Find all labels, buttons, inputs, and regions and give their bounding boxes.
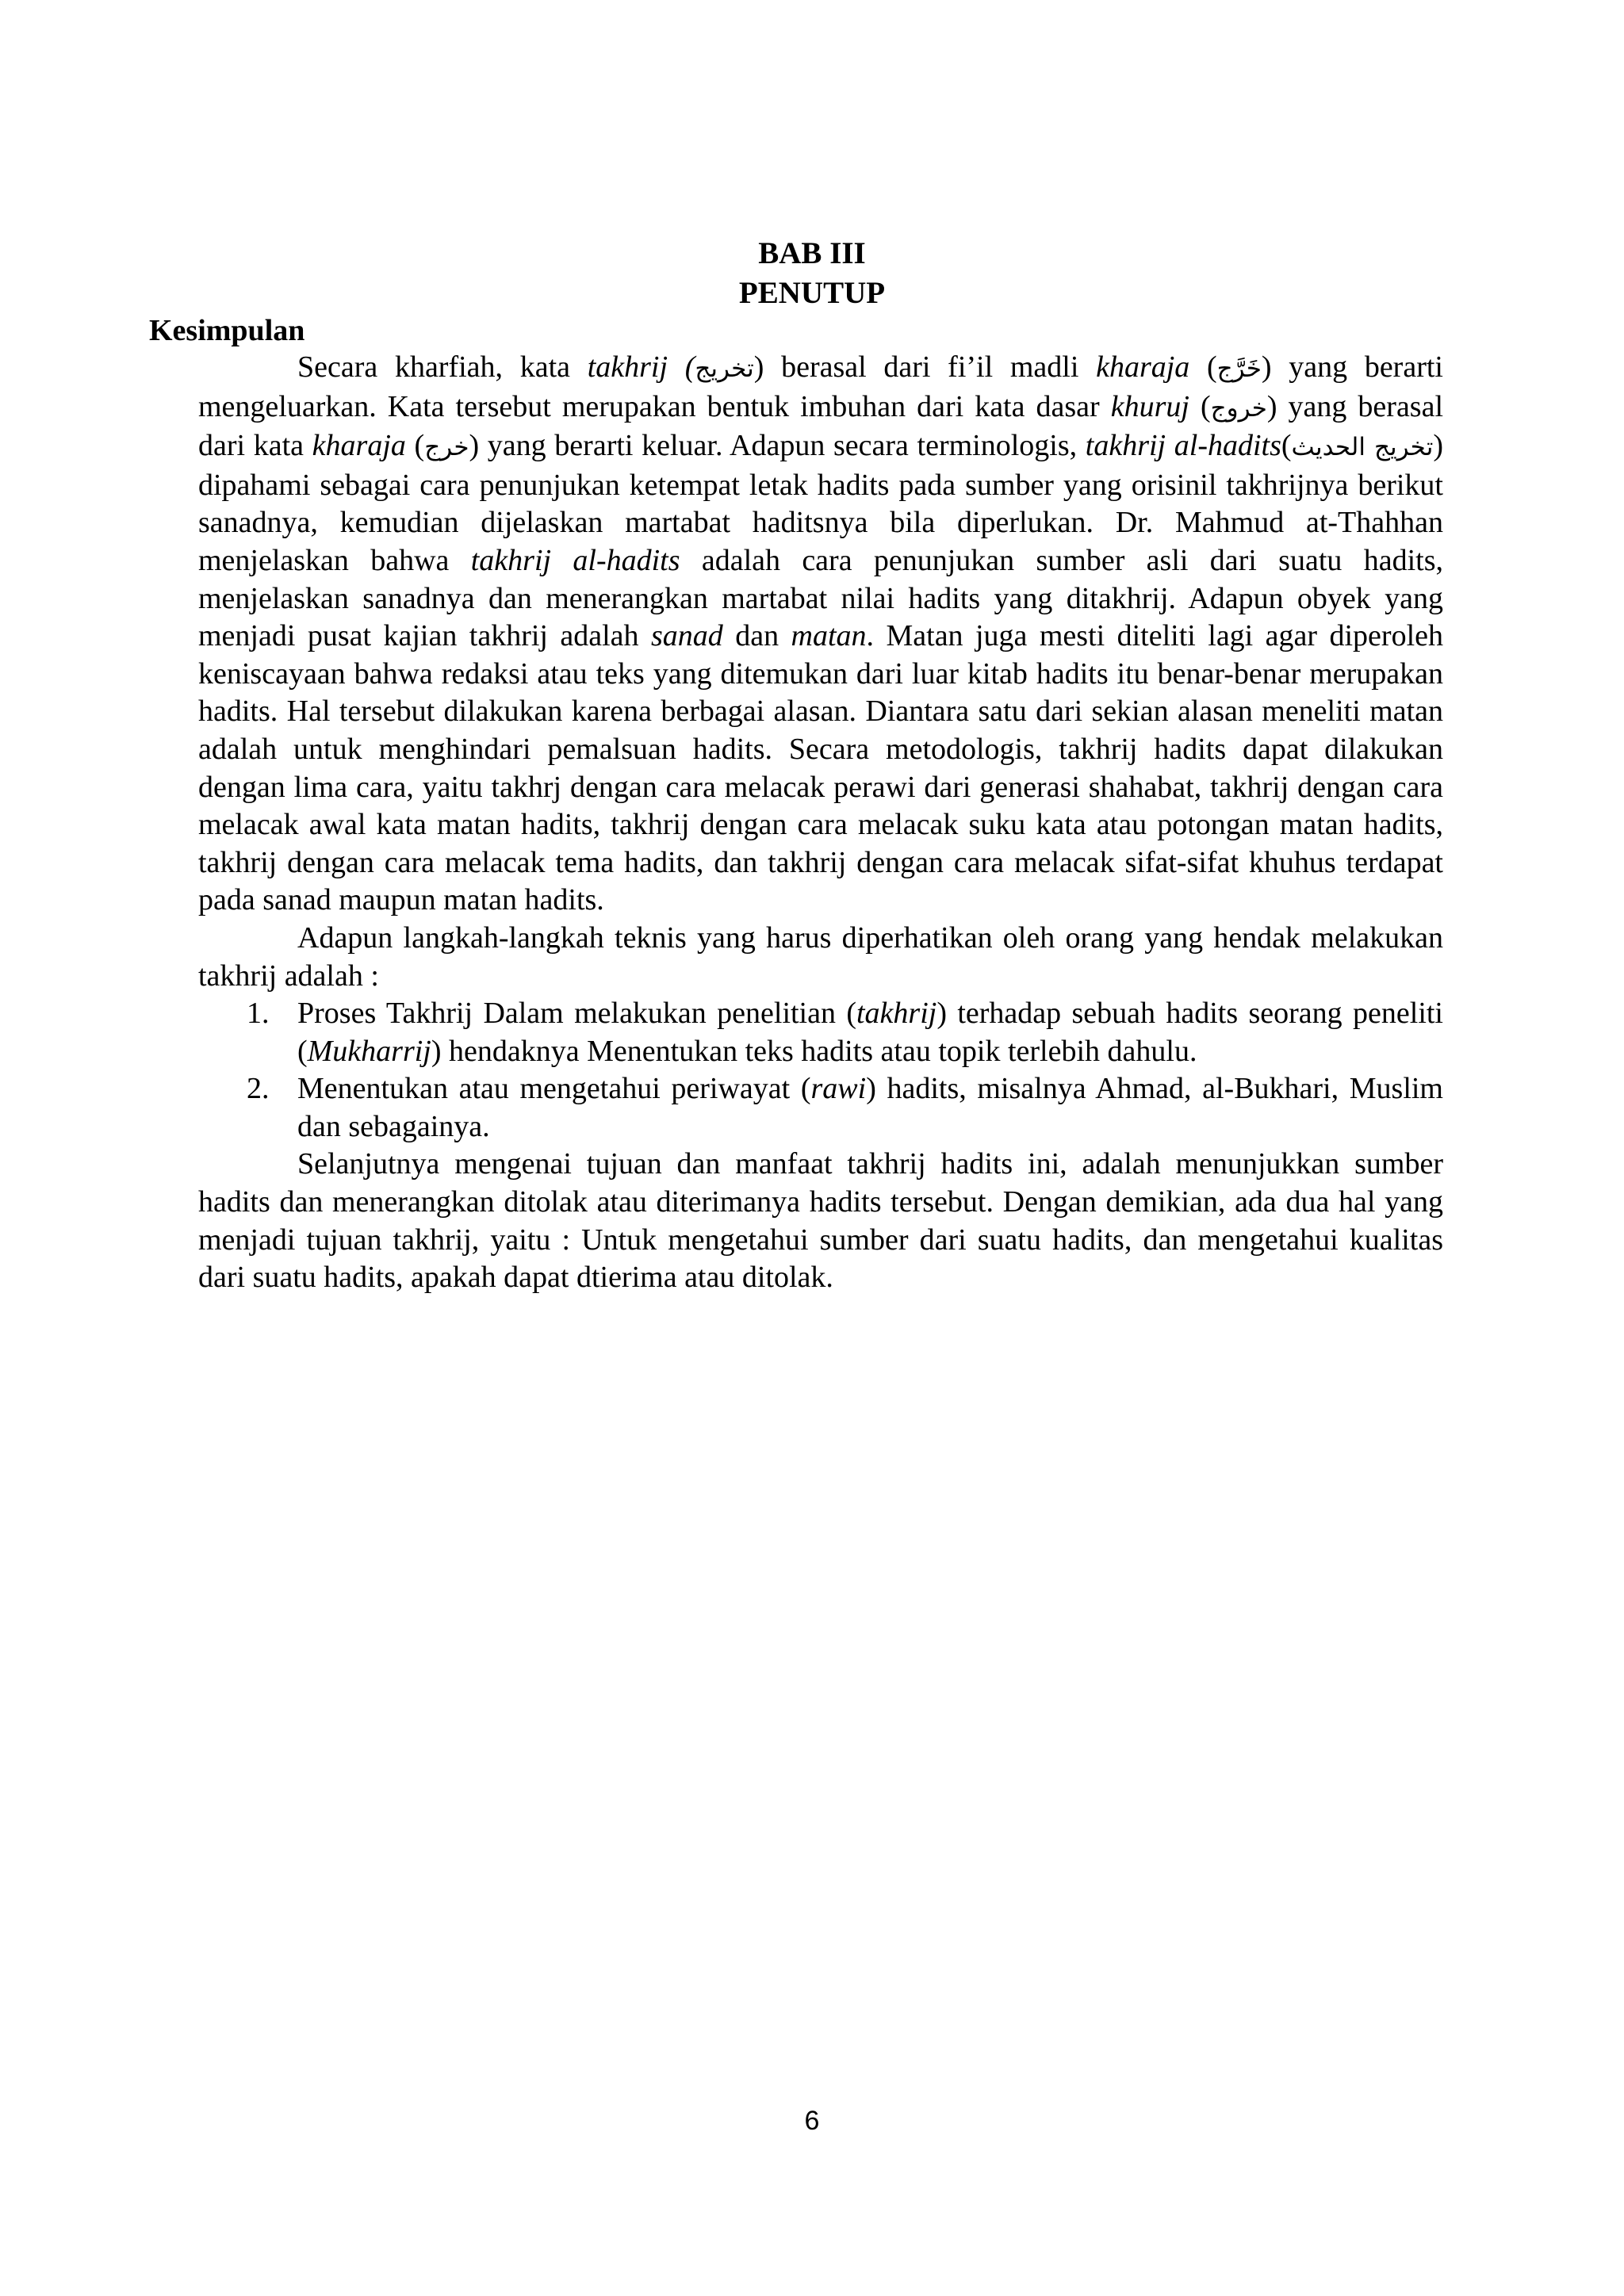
text-run: adalah cara penunjukan sumber asli dari suatu hadits, menjelaskan sanadnya dan menerangkan martabat nilai hadits yang ditakhrij. Adapun obyek yang menjadi pusat kajian takhrij adalah (198, 543, 1443, 653)
term-kharaja: kharaja (1096, 350, 1190, 384)
term-matan: matan (791, 619, 867, 653)
text-run: ( (405, 429, 425, 463)
term-kharaja: kharaja (312, 429, 406, 463)
arabic-term: تخريج الحديث (1291, 433, 1434, 462)
paragraph-purpose: Selanjutnya mengenai tujuan dan manfaat takhrij hadits ini, adalah menunjukkan sumber hadits dan menerangkan ditolak atau diterimanya hadits tersebut. Dengan demikian, ada dua hal yang menjadi tujuan takhrij, yaitu : Untuk mengetahui sumber dari suatu hadits, dan mengetahui kualitas dari suatu hadits, apakah dapat dtierima atau ditolak. (198, 1147, 1443, 1295)
section-heading: Kesimpulan (149, 314, 305, 347)
text-run: ) yang berarti mengeluarkan. Kata tersebut merupakan bentuk imbuhan dari kata dasar (198, 350, 1443, 423)
list-number: 2. (247, 1072, 270, 1106)
list-item (247, 995, 1443, 1070)
text-run: ) terhadap sebuah hadits seorang peneliti ( (297, 997, 1443, 1068)
term-takhrij: takhrij ( (587, 350, 695, 384)
text-run: Proses Takhrij Dalam melakukan penelitian ( (297, 997, 856, 1031)
arabic-term: تخريج (695, 354, 754, 383)
text-run: Secara kharfiah, kata (297, 350, 588, 384)
text-run: ( (1189, 389, 1211, 423)
text-run: dan (722, 619, 791, 653)
chapter-heading (0, 234, 1624, 313)
chapter-title: PENUTUP (738, 276, 886, 310)
chapter-number: BAB III (758, 236, 866, 270)
paragraph-steps-intro: Adapun langkah-langkah teknis yang harus diperhatikan oleh orang yang hendak melakukan takhrij adalah : (198, 920, 1443, 993)
arabic-term: خروج (1210, 393, 1267, 423)
text-run: . Matan juga mesti diteliti lagi agar diperoleh keniscayaan bahwa redaksi atau teks yang ditemukan dari luar kitab hadits itu benar-benar merupakan hadits. Hal tersebut dilakukan karena berbagai alasan. Diantara satu dari sekian alasan meneliti matan adalah untuk menghindari pemalsuan hadits. Secara metodologis, takhrij hadits dapat dilakukan dengan lima cara, yaitu takhrj dengan cara melacak perawi dari generasi shahabat, takhrij dengan cara melacak awal kata matan hadits, takhrij dengan cara melacak suku kata atau potongan matan hadits, takhrij dengan cara melacak tema hadits, dan takhrij dengan cara melacak sifat-sifat khuhus terdapat pada sanad maupun matan hadits. (198, 619, 1443, 917)
text-run: ) hendaknya Menentukan teks hadits atau topik terlebih dahulu. (431, 1034, 1197, 1068)
arabic-term: خَرَّج (1216, 354, 1262, 383)
list-item (247, 1070, 1443, 1146)
term-takhrij-al-hadits: takhrij al-hadits (470, 543, 680, 577)
document-body (198, 349, 1443, 1297)
term-mukharrij: Mukharrij (307, 1034, 431, 1068)
text-run: ) dipahami sebagai cara penunjukan ketempat letak hadits pada sumber yang orisinil takhrijnya berikut sanadnya, kemudian dijelaskan martabat haditsnya bila diperlukan. Dr. Mahmud at-Thahhan menjelaskan bahwa (198, 429, 1443, 577)
text-run: ( (1189, 350, 1217, 384)
term-sanad: sanad (651, 619, 723, 653)
text-run: ) yang berasal dari kata (198, 389, 1444, 463)
text-run: ) berasal dari fi’il madli (753, 350, 1097, 384)
paragraph-definition (198, 349, 1443, 920)
text-run: Menentukan atau mengetahui periwayat ( (297, 1072, 811, 1106)
term-rawi: rawi (810, 1072, 867, 1106)
term-khuruj: khuruj (1110, 389, 1189, 423)
text-run: ) hadits, misalnya Ahmad, al-Bukhari, Muslim dan sebagainya. (297, 1072, 1443, 1143)
term-takhrij: takhrij (856, 997, 937, 1031)
list-number: 1. (247, 997, 270, 1031)
text-run: ( (1281, 429, 1292, 463)
steps-list (198, 995, 1443, 1146)
page-number: 6 (804, 2106, 820, 2136)
term-takhrij-al-hadits: takhrij al-hadits (1085, 429, 1281, 463)
text-run: ) yang berarti keluar. Adapun secara terminologis, (469, 429, 1086, 463)
arabic-term: خرج (424, 433, 469, 462)
